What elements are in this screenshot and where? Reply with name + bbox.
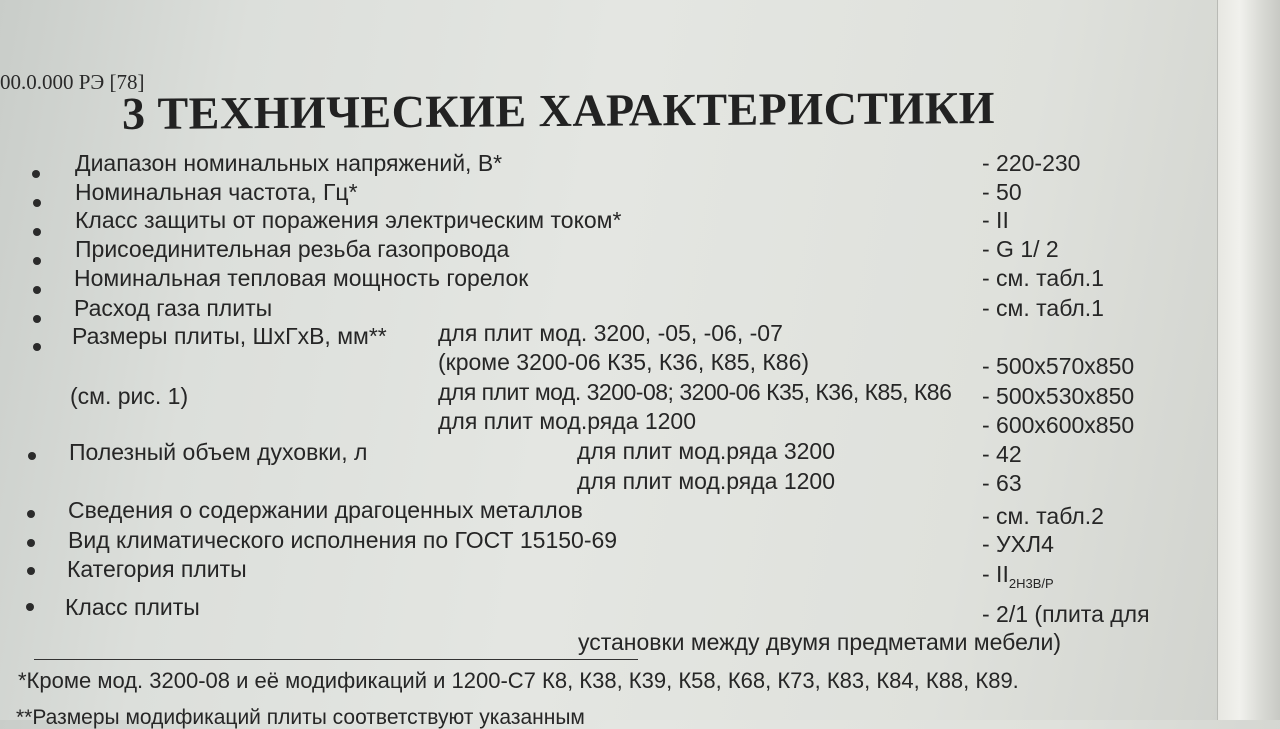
spec-frequency-label: Номинальная частота, Гц* <box>75 179 358 205</box>
spec-gas-label: Расход газа плиты <box>74 295 273 321</box>
bullet <box>27 539 35 547</box>
spec-climate-label: Вид климатического исполнения по ГОСТ 15150-69 <box>68 527 618 553</box>
spec-oven-cond2: для плит мод.ряда 1200 <box>577 468 835 494</box>
spec-dimensions-label: Размеры плиты, ШхГхВ, мм** <box>72 323 387 349</box>
document-code: 00.0.000 РЭ [78] <box>0 70 145 94</box>
spec-power-label: Номинальная тепловая мощность горелок <box>74 265 529 291</box>
spec-voltage-value: - 220-230 <box>982 150 1081 176</box>
bullet <box>33 286 41 294</box>
spec-dimensions-cond1-line2: (кроме 3200-06 К35, К36, К85, К86) <box>438 349 810 375</box>
bullet <box>32 170 40 178</box>
spec-thread-value: - G 1/ 2 <box>982 236 1059 262</box>
spec-voltage-label: Диапазон номинальных напряжений, В* <box>75 150 503 176</box>
section-title: 3 ТЕХНИЧЕСКИЕ ХАРАКТЕРИСТИКИ <box>121 81 996 140</box>
spec-thread-label: Присоединительная резьба газопровода <box>75 236 510 262</box>
spec-dimensions-value3: - 600x600x850 <box>982 412 1135 438</box>
spec-climate-value: - УХЛ4 <box>982 531 1054 557</box>
spec-oven-label: Полезный объем духовки, л <box>69 439 368 465</box>
category-value-main: - II <box>982 561 1009 587</box>
spec-metals-label: Сведения о содержании драгоценных металлов <box>68 497 583 523</box>
bullet <box>27 510 35 518</box>
spec-gas-value: - см. табл.1 <box>982 295 1104 321</box>
spec-oven-value1: - 42 <box>982 441 1022 467</box>
spec-category-value <box>982 563 1054 590</box>
footnote-1: *Кроме мод. 3200-08 и её модификаций и 1200-С7 К8, К38, К39, К58, К68, К73, К83, К84, К88, К89. <box>18 668 1019 693</box>
footnote-divider <box>34 659 638 660</box>
bullet <box>33 228 41 236</box>
bullet <box>28 452 36 460</box>
spec-class-value-cont: установки между двумя предметами мебели) <box>578 629 1062 655</box>
category-subscript: 2H3B/P <box>1008 576 1054 591</box>
bullet <box>33 315 41 323</box>
spec-dimensions-note: (см. рис. 1) <box>70 383 189 409</box>
bullet <box>33 199 41 207</box>
spec-protection-label: Класс защиты от поражения электрическим током* <box>75 207 622 233</box>
spec-dimensions-cond1-line1: для плит мод. 3200, -05, -06, -07 <box>438 320 783 346</box>
spec-power-value: - см. табл.1 <box>982 265 1104 291</box>
spec-dimensions-value1: - 500x570x850 <box>982 353 1135 379</box>
bullet <box>33 343 41 351</box>
footnote-2: **Размеры модификаций плиты соответствуют указанным <box>16 706 585 729</box>
spec-dimensions-cond3: для плит мод.ряда 1200 <box>438 408 696 434</box>
bullet <box>27 567 35 575</box>
spec-dimensions-value2: - 500x530x850 <box>982 383 1135 409</box>
spec-class-value: - 2/1 (плита для <box>982 601 1150 627</box>
spec-oven-value2: - 63 <box>982 470 1022 496</box>
spec-frequency-value: - 50 <box>982 179 1022 205</box>
spec-dimensions-cond2: для плит мод. 3200-08; 3200-06 К35, К36, К85, К86 <box>438 379 952 405</box>
page-edge <box>1217 0 1280 720</box>
spec-category-label: Категория плиты <box>67 556 247 582</box>
spec-class-label: Класс плиты <box>65 594 200 620</box>
spec-oven-cond1: для плит мод.ряда 3200 <box>577 438 835 464</box>
spec-protection-value: - II <box>982 207 1009 233</box>
bullet <box>26 603 34 611</box>
spec-metals-value: - см. табл.2 <box>982 503 1104 529</box>
bullet <box>33 257 41 265</box>
